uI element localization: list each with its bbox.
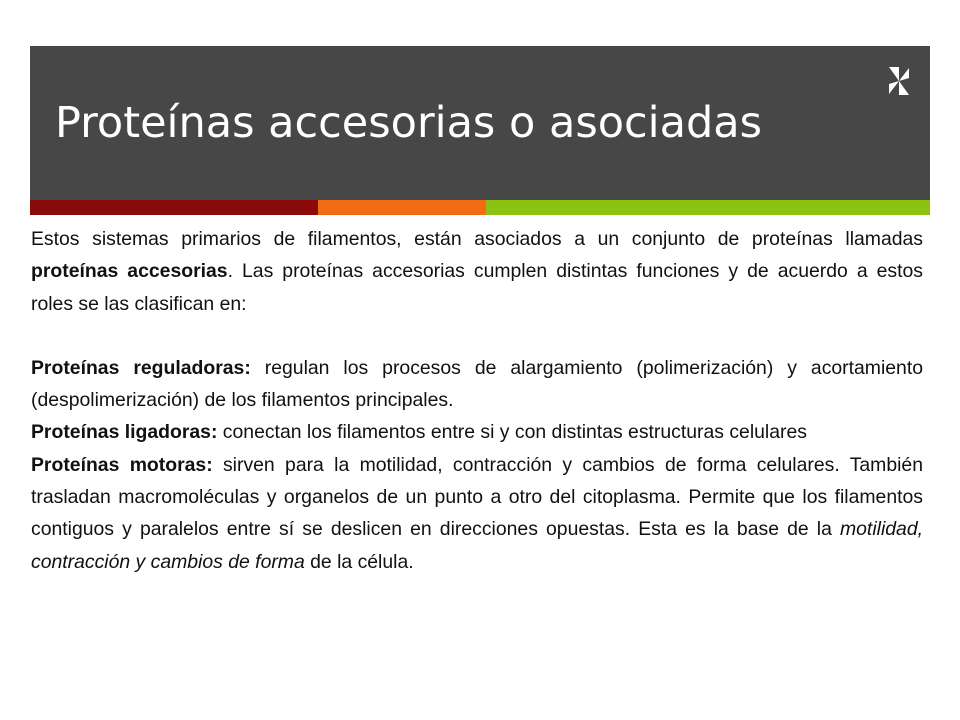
accent-segment-green bbox=[486, 200, 930, 215]
motoras-text-2: de la célula. bbox=[304, 550, 414, 573]
slide-title: Proteínas accesorias o asociadas bbox=[55, 98, 763, 148]
reguladoras-term: Proteínas reguladoras: bbox=[31, 356, 251, 379]
motoras-paragraph bbox=[31, 449, 923, 578]
slide-body bbox=[31, 223, 923, 653]
intro-text-2: . Las proteínas accesorias cumplen distintas funciones y de acuerdo a estos roles se las clasifican en: bbox=[31, 260, 923, 315]
reguladoras-paragraph bbox=[31, 352, 923, 417]
pinwheel-icon bbox=[886, 64, 912, 98]
intro-bold-term: proteínas accesorias bbox=[31, 260, 228, 283]
accent-segment-orange bbox=[318, 200, 486, 215]
accent-segment-red bbox=[30, 200, 318, 215]
accent-bar bbox=[30, 200, 930, 215]
ligadoras-paragraph bbox=[31, 416, 923, 448]
paragraph-gap bbox=[31, 320, 923, 352]
motoras-term: Proteínas motoras: bbox=[31, 453, 213, 476]
reguladoras-text: regulan los procesos de alargamiento (polimerización) y acortamiento (despolimerización) de los filamentos principales. bbox=[31, 356, 923, 412]
ligadoras-term: Proteínas ligadoras: bbox=[31, 421, 218, 444]
title-band bbox=[30, 46, 930, 200]
motoras-italic-phrase: motilidad, contracción y cambios de forma bbox=[31, 518, 923, 573]
intro-text-1: Estos sistemas primarios de filamentos, están asociados a un conjunto de proteínas llamadas bbox=[31, 228, 923, 250]
motoras-text-1: sirven para la motilidad, contracción y cambios de forma celulares. También trasladan macromoléculas y organelos de un punto a otro del citoplasma. Permite que los filamentos contiguos y paralelos entre sí se deslicen en direcciones opuestas. Esta es la base de la bbox=[31, 453, 923, 541]
ligadoras-text: conectan los filamentos entre si y con distintas estructuras celulares bbox=[217, 421, 807, 444]
intro-paragraph bbox=[31, 223, 923, 320]
